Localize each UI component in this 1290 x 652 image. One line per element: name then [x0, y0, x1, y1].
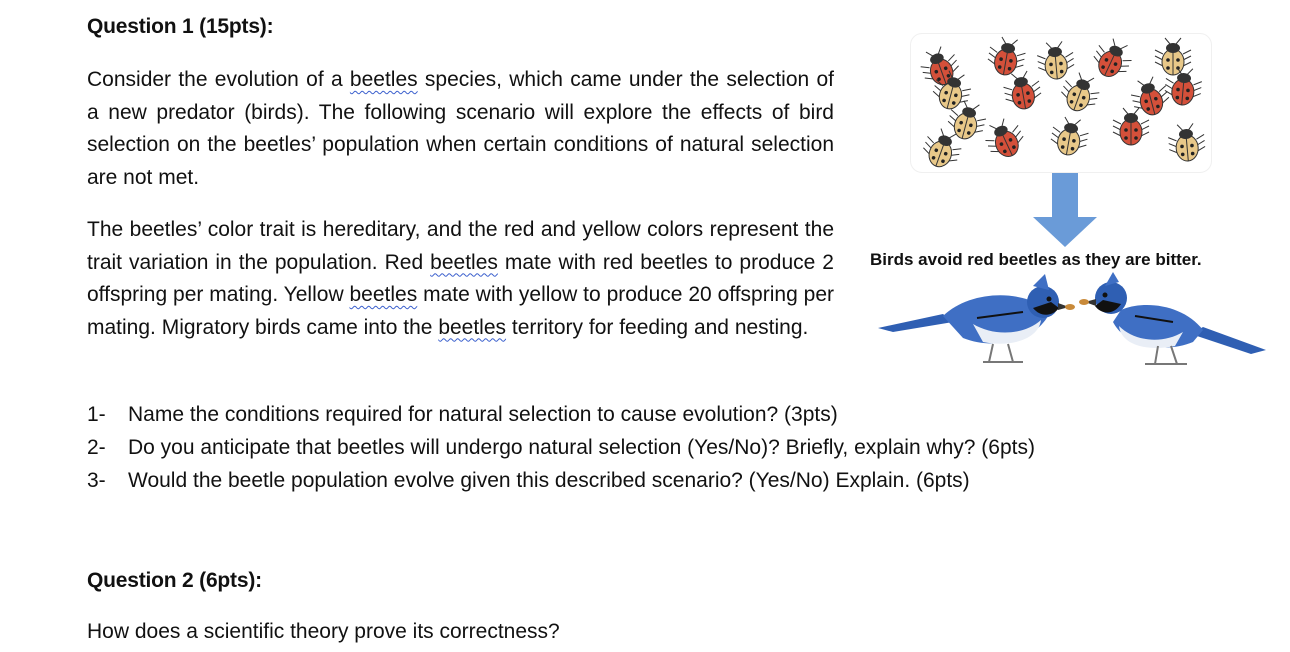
spellcheck-word: beetles	[349, 68, 418, 91]
question-1-paragraph-2: The beetles’ color trait is hereditary, and the red and yellow colors represent the trait variation in the population. Red beetles mate with red beetles to produce 2 offspring per mating. Yellow beetles mate with yellow to produce 20 offspring per mating. Migratory birds came into the beetles territory for feeding and nesting.	[87, 218, 834, 339]
question-1-title: Question 1 (15pts):	[87, 15, 274, 38]
subquestion-item: 1- Name the conditions required for natural selection to cause evolution? (3pts)	[87, 403, 838, 426]
beetle-icon	[1001, 69, 1043, 112]
beetle-icon	[1113, 108, 1149, 145]
blue-jay-birds-image	[873, 272, 1271, 372]
beetle-icon	[1036, 41, 1075, 81]
beetle-icon	[1049, 115, 1091, 158]
down-arrow-icon	[1033, 173, 1097, 247]
subquestion-item: 3- Would the beetle population evolve given this described scenario? (Yes/No) Explain. (6pts)	[87, 469, 970, 492]
beetle-icon	[980, 114, 1028, 163]
beetle-icon	[986, 35, 1028, 78]
spellcheck-word: beetles	[430, 250, 498, 274]
beetle-icon	[1088, 34, 1136, 83]
question-2-title: Question 2 (6pts):	[87, 569, 262, 592]
question-2-text: How does a scientific theory prove its correctness?	[87, 620, 560, 643]
subquestion-item: 2- Do you anticipate that beetles will undergo natural selection (Yes/No)? Briefly, explain why? (6pts)	[87, 436, 1035, 459]
bird-icon	[878, 274, 1075, 362]
bird-icon	[1079, 272, 1266, 364]
spellcheck-word: beetles	[438, 315, 507, 339]
question-1-subquestions	[87, 398, 1035, 497]
figure-caption: Birds avoid red beetles as they are bitter.	[870, 250, 1202, 269]
question-1-paragraph-1: Consider the evolution of a beetles species, which came under the selection of a new predator (birds). The following scenario will explore the effects of bird selection on the beetles’ population when certain conditions of natural selection are not met.	[87, 68, 835, 189]
beetles-illustration	[911, 34, 1211, 172]
beetle-icon	[1128, 74, 1172, 119]
beetles-image	[910, 33, 1212, 173]
spellcheck-word: beetles	[349, 283, 418, 306]
beetle-icon	[1167, 123, 1206, 163]
beetle-icon	[1155, 38, 1191, 75]
